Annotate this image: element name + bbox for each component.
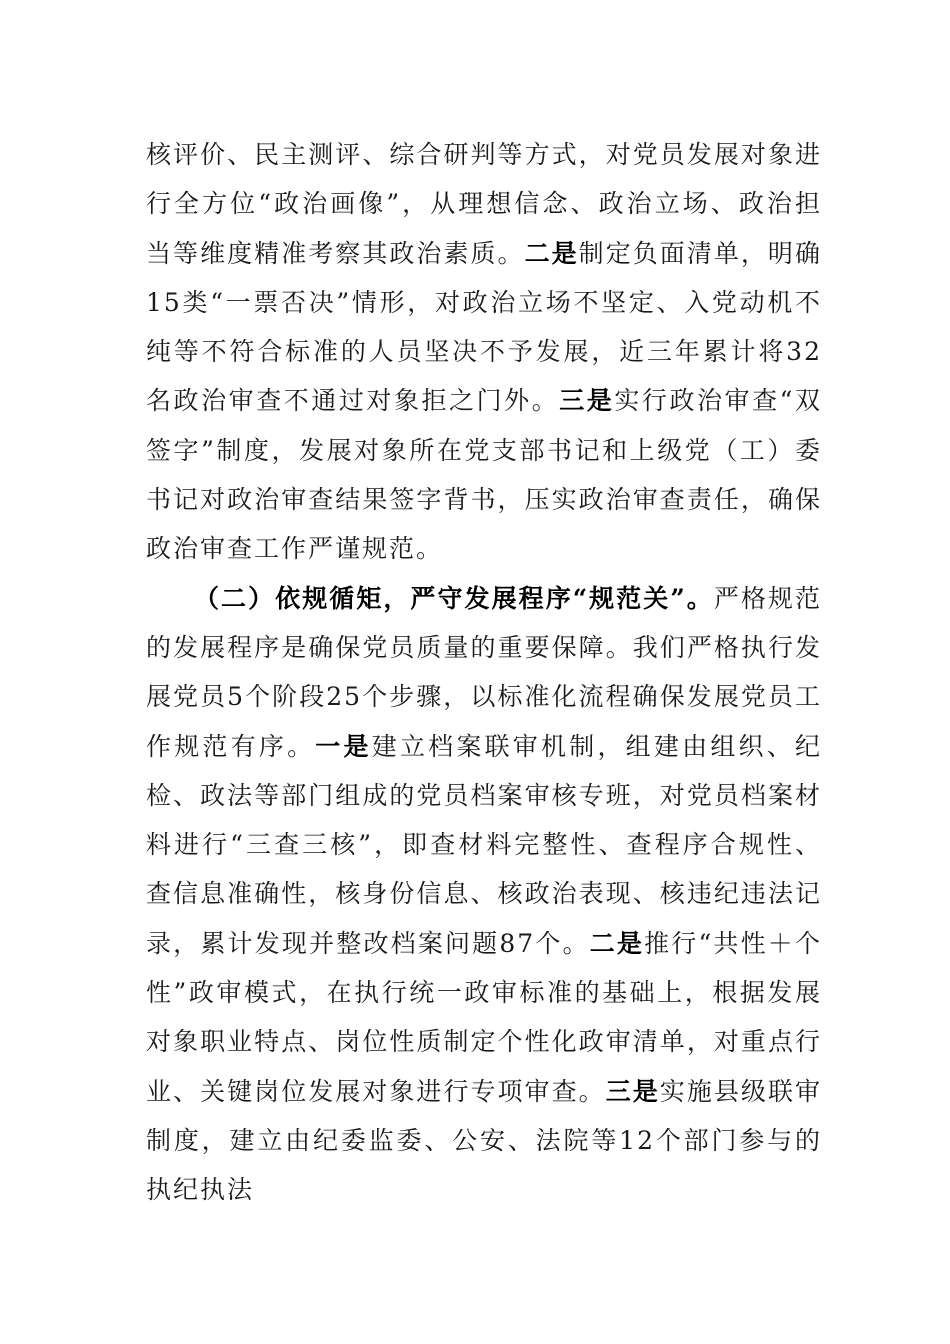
text-segment: 严格规范的发展程序是确保党员质量的重要保障。我们严格执行发展党员5个阶段25个步骤，以标准化流程确保发展党员工作规范有序。 [146,583,822,761]
text-segment: 核评价、民主测评、综合研判等方式，对党员发展对象进行全方位“政治画像”，从理想信念、政治立场、政治担当等维度精准考察其政治素质。 [146,140,822,268]
text-segment: 建立档案联审机制，组建由组织、纪检、政法等部门组成的党员档案审核专班，对党员档案材料进行“三查三核”，即查材料完整性、查程序合规性、查信息准确性，核身份信息、核政治表现、核违纪违法记录，累计发现并整改档案问题87个。 [146,731,822,958]
section-heading: （二）依规循矩，严守发展程序“规范关”。 [194,583,714,613]
document-body [146,130,822,1215]
text-segment: 实施县级联审制度，建立由纪委监委、公安、法院等12个部门参与的执纪执法 [146,1076,822,1205]
paragraph-procedure [146,574,822,1215]
text-segment: 实行政治审查“双签字”制度，发展对象所在党支部书记和上级党（工）委书记对政治审查结果签字背书，压实政治审查责任，确保政治审查工作严谨规范。 [146,386,822,564]
text-segment: 推行“共性＋个性”政审模式，在执行统一政审标准的基础上，根据发展对象职业特点、岗位性质制定个性化政审清单，对重点行业、关键岗位发展对象进行专项审查。 [146,928,822,1106]
bold-marker-second: 二是 [524,238,579,268]
bold-marker-third: 三是 [559,386,615,416]
text-segment: 制定负面清单，明确15类“一票否决”情形，对政治立场不坚定、入党动机不纯等不符合标准的人员坚决不予发展，近三年累计将32名政治审查不通过对象拒之门外。 [146,238,822,416]
bold-marker-first: 一是 [315,731,372,761]
paragraph-political-review [146,130,822,574]
bold-marker-second: 二是 [589,928,645,958]
bold-marker-third: 三是 [605,1076,660,1106]
